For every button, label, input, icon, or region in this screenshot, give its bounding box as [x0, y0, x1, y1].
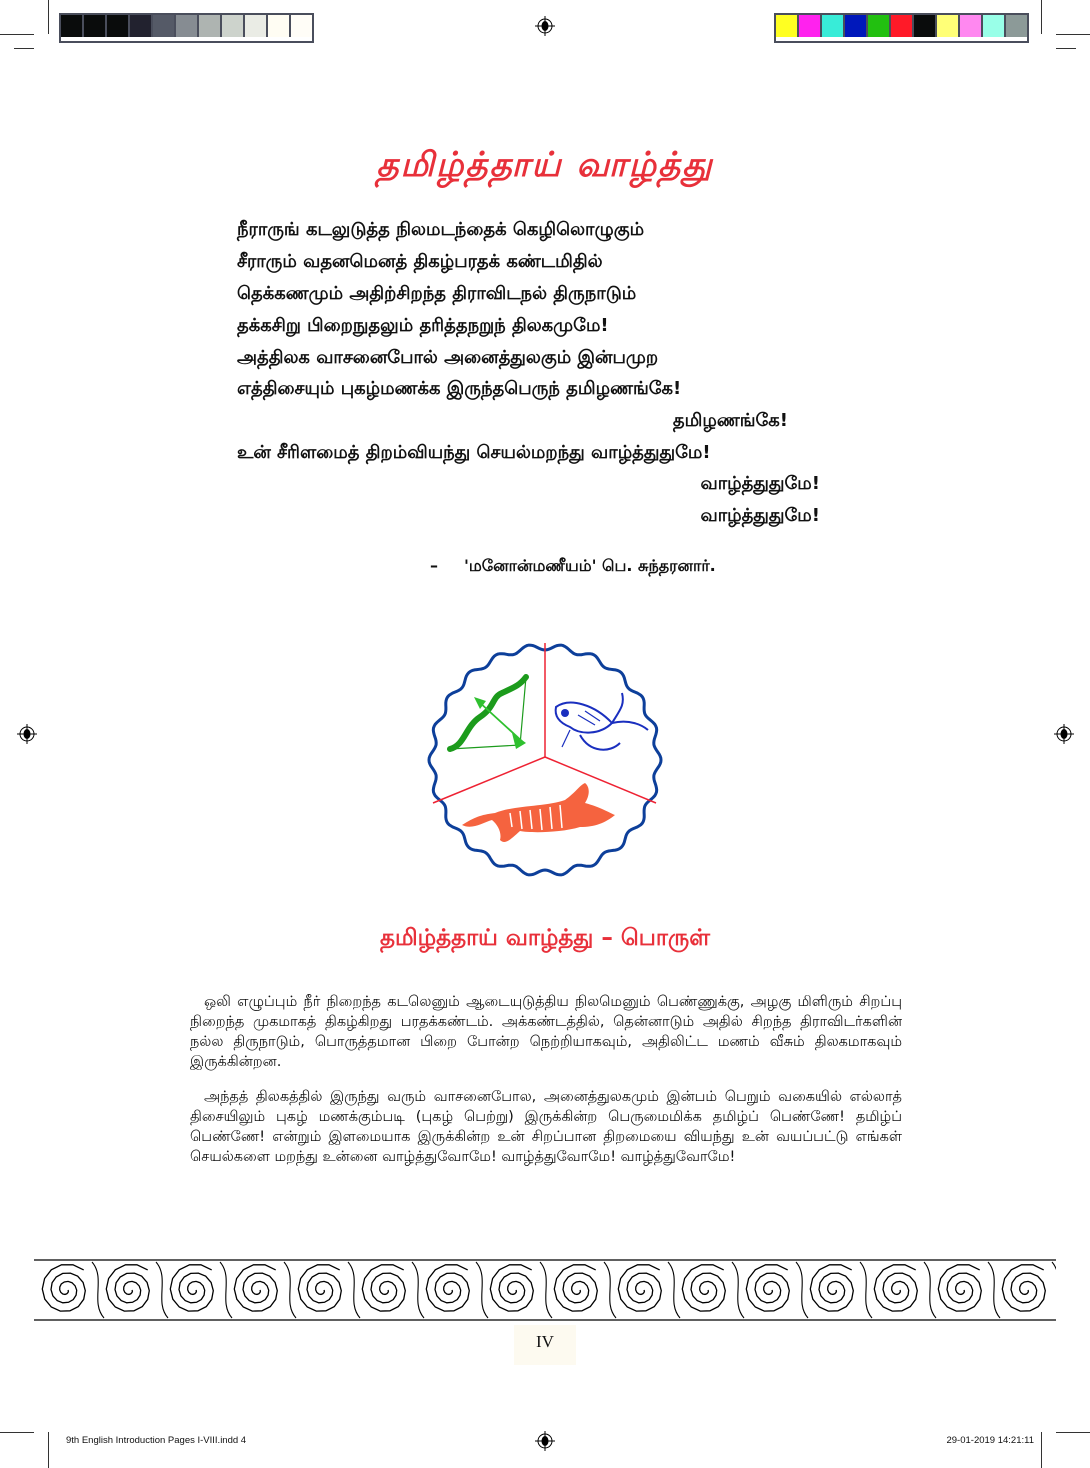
ornament-scroll: [618, 1265, 661, 1311]
tamil-nadu-emblem: [420, 635, 670, 885]
ornament-scroll: [938, 1265, 981, 1311]
ornament-leaf: [1052, 1262, 1056, 1318]
crop-mark: [0, 34, 34, 35]
color-bar-right: [774, 13, 1029, 43]
crop-mark: [0, 1432, 34, 1433]
ornament-leaf: [924, 1262, 936, 1318]
ornament-leaf: [92, 1262, 104, 1318]
ornament-scroll: [106, 1265, 149, 1311]
ornament-leaf: [732, 1262, 744, 1318]
color-swatch: [176, 15, 199, 37]
ornament-leaf: [412, 1262, 424, 1318]
poem-line: உன் சீரிளமைத் திறம்வியந்து செயல்மறந்து வாழ்த்துதுமே!: [237, 442, 711, 463]
ornament-scroll: [234, 1265, 277, 1311]
crop-mark: [48, 1432, 49, 1468]
crop-mark: [1041, 0, 1042, 34]
color-swatch: [983, 15, 1006, 37]
color-swatch: [153, 15, 176, 37]
ornament-scroll: [426, 1265, 469, 1311]
color-swatch: [199, 15, 222, 37]
color-swatch: [291, 15, 312, 37]
color-swatch: [107, 15, 130, 37]
color-swatch: [914, 15, 937, 37]
color-swatch: [937, 15, 960, 37]
poem-attribution: 'மனோன்மணீயம்' பெ. சுந்தரனார்.: [464, 556, 716, 575]
ornament-scroll: [490, 1265, 533, 1311]
registration-mark-icon: [1054, 724, 1074, 744]
registration-mark-icon: [535, 1431, 555, 1451]
crop-mark: [48, 0, 49, 34]
color-swatch: [130, 15, 153, 37]
color-swatch: [1006, 15, 1027, 37]
ornament-leaf: [988, 1262, 1000, 1318]
poem-line: அத்திலக வாசனைபோல் அனைத்துலகும் இன்பமுற: [237, 347, 659, 368]
color-swatch: [245, 15, 268, 37]
footer-file-name: 9th English Introduction Pages I-VIII.indd 4: [66, 1435, 247, 1446]
ornament-leaf: [860, 1262, 872, 1318]
crop-mark: [1056, 1432, 1090, 1433]
poem-title: தமிழ்த்தாய் வாழ்த்து: [376, 145, 714, 185]
poem-line: வாழ்த்துதுமே!: [700, 473, 820, 494]
ornament-leaf: [540, 1262, 552, 1318]
poem-line: எத்திசையும் புகழ்மணக்க இருந்தபெருந் தமிழணங்கே!: [237, 378, 682, 399]
color-swatch: [799, 15, 822, 37]
ornament-scroll: [170, 1265, 213, 1311]
ornament-scroll: [682, 1265, 725, 1311]
color-swatch: [776, 15, 799, 37]
ornament-leaf: [156, 1262, 168, 1318]
ornament-scroll: [298, 1265, 341, 1311]
color-swatch: [61, 15, 84, 37]
meaning-title: தமிழ்த்தாய் வாழ்த்து – பொருள்: [380, 925, 710, 951]
ornament-leaf: [284, 1262, 296, 1318]
color-swatch: [960, 15, 983, 37]
color-swatch: [268, 15, 291, 37]
meaning-paragraph: அந்தத் திலகத்தில் இருந்து வரும் வாசனைபோல, அனைத்துலகமும் இன்பம் பெறும் வகையில் எல்லாத் திசையிலும் புகழ் மணக்கும்படி (புகழ் பெற்று) இருக்கின்ற பெருமைமிக்க தமிழ்ப் பெண்ணே! தமிழ்ப் பெண்ணே! என்றும் இளமையாக இருக்கின்ற உன் சிறப்பான திறமையை வியந்து உன் வயப்பட்டு எங்கள் செயல்களை மறந்து உன்னை வாழ்த்துவோமே! வாழ்த்துவோமே! வாழ்த்துவோமே!: [190, 1089, 902, 1165]
poem-line: தெக்கணமும் அதிற்சிறந்த திராவிடநல் திருநாடும்: [237, 283, 637, 304]
color-swatch: [845, 15, 868, 37]
ornament-leaf: [668, 1262, 680, 1318]
crop-mark: [1056, 34, 1090, 35]
poem-line: சீராரும் வதனமெனத் திகழ்பரதக் கண்டமிதில்: [237, 251, 603, 272]
ornament-leaf: [796, 1262, 808, 1318]
ornament-scroll: [362, 1265, 405, 1311]
color-swatch: [822, 15, 845, 37]
poem-line: தமிழணங்கே!: [672, 410, 788, 431]
page-number: IV: [514, 1325, 576, 1365]
crop-mark: [1041, 1432, 1042, 1468]
meaning-paragraph: ஒலி எழுப்பும் நீர் நிறைந்த கடலெனும் ஆடையுடுத்திய நிலமெனும் பெண்ணுக்கு, அழகு மிளிரும் சிறப்பு நிறைந்த முகமாகத் திகழ்கிறது பரதக்கண்டம். அக்கண்டத்தில், தென்னாடும் அதில் சிறந்த திராவிடர்களின் நல்ல திருநாடும், பொருத்தமான பிறை போன்ற நெற்றியாகவும், அதிலிட்ட மணம் வீசும் திலகமாகவும் இருக்கின்றன.: [190, 994, 902, 1070]
poem-line: வாழ்த்துதுமே!: [700, 505, 820, 526]
ornament-scroll: [810, 1265, 853, 1311]
footer-timestamp: 29-01-2019 14:21:11: [946, 1435, 1034, 1446]
color-bar-left: [59, 13, 314, 43]
registration-mark-icon: [17, 724, 37, 744]
ornament-scroll: [554, 1265, 597, 1311]
ornament-scroll: [874, 1265, 917, 1311]
ornament-scroll: [746, 1265, 789, 1311]
ornament-leaf: [220, 1262, 232, 1318]
ornamental-border: [34, 1258, 1056, 1322]
ornament-leaf: [348, 1262, 360, 1318]
color-swatch: [891, 15, 914, 37]
crop-mark: [14, 48, 34, 49]
ornament-scroll: [1002, 1265, 1045, 1311]
color-swatch: [84, 15, 107, 37]
registration-mark-icon: [535, 16, 555, 36]
ornament-scroll: [42, 1265, 85, 1311]
color-swatch: [868, 15, 891, 37]
color-swatch: [222, 15, 245, 37]
poem-line: தக்கசிறு பிறைநுதலும் தரித்தநறுந் திலகமுமே!: [237, 315, 609, 336]
ornament-leaf: [604, 1262, 616, 1318]
crop-mark: [1056, 48, 1076, 49]
attribution-dash: –: [430, 556, 438, 575]
ornament-leaf: [476, 1262, 488, 1318]
poem-line: நீராருங் கடலுடுத்த நிலமடந்தைக் கெழிலொழுகும்: [237, 219, 645, 240]
